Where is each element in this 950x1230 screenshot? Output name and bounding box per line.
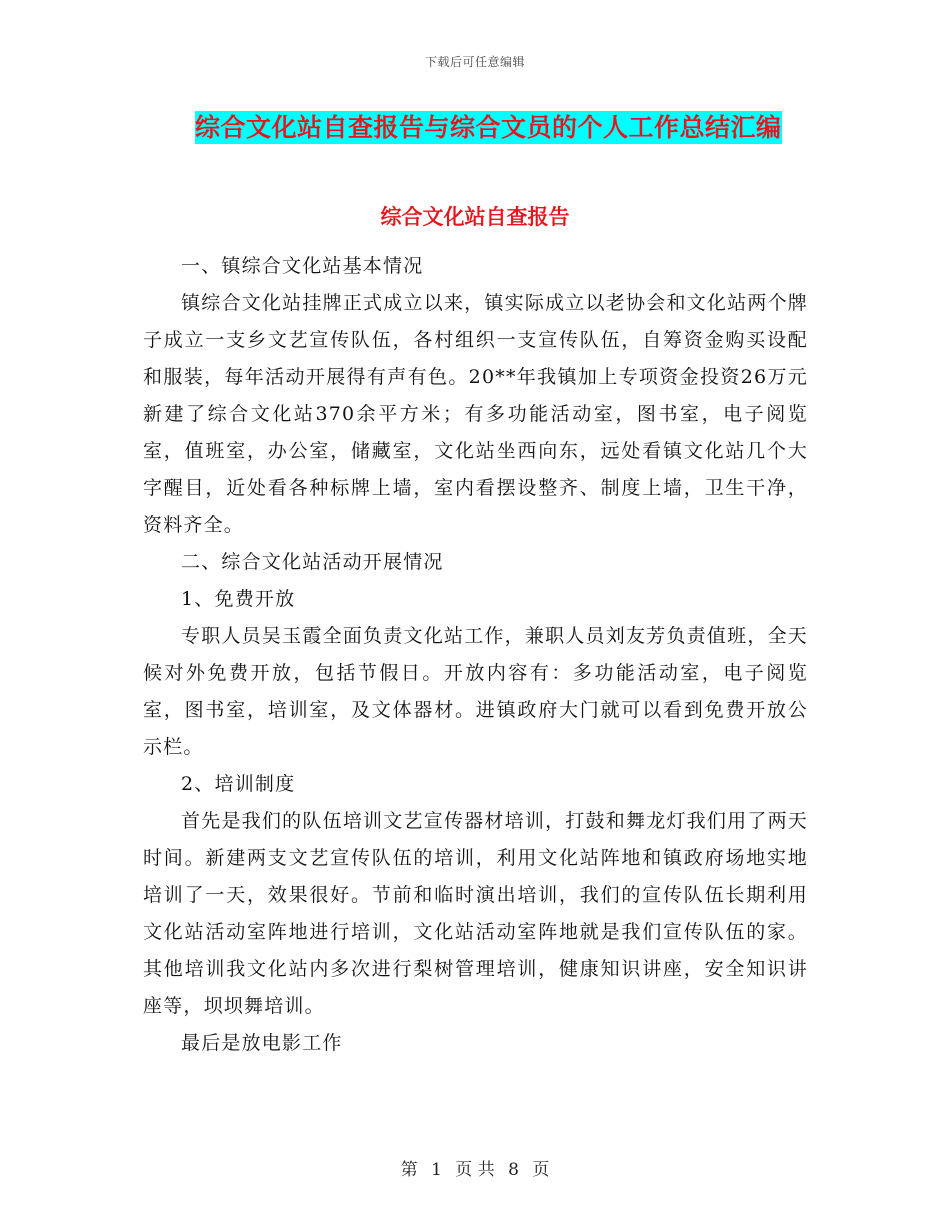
page-suffix: 页 [532,1160,550,1180]
paragraph-training: 首先是我们的队伍培训文艺宣传器材培训，打鼓和舞龙灯我们用了两天时间。新建两支文艺宣传队伍的培训，利用文化站阵地和镇政府场地实地培训了一天，效果很好。节前和临时演出培训，我们的宣传队伍长期利用文化站活动室阵地进行培训，文化站活动室阵地就是我们宣传队伍的家。其他培训我文化站内多次进行梨树管理培训，健康知识讲座，安全知识讲座等，坝坝舞培训。 [143,810,808,1017]
heading-activities: 二、综合文化站活动开展情况 [181,551,444,573]
document-title-block [195,111,782,145]
paragraph-film-work: 最后是放电影工作 [181,1032,343,1054]
subheading-training: 2、培训制度 [181,773,296,795]
subheading-free-open: 1、免费开放 [181,588,296,610]
page-prefix: 第 [400,1160,418,1180]
paragraph-free-open: 专职人员吴玉霞全面负责文化站工作，兼职人员刘友芳负责值班，全天候对外免费开放，包括节假日。开放内容有：多功能活动室，电子阅览室，图书室，培训室，及文体器材。进镇政府大门就可以看到免费开放公示栏。 [143,625,808,758]
document-body [143,248,808,1062]
document-title: 综合文化站自查报告与综合文员的个人工作总结汇编 [195,113,782,142]
page-total: 8 [508,1160,519,1180]
section-title: 综合文化站自查报告 [380,205,570,229]
page-current: 1 [431,1160,442,1180]
page-mid: 页 共 [455,1160,495,1180]
header-note: 下载后可任意编辑 [424,55,525,69]
paragraph-basic-info: 镇综合文化站挂牌正式成立以来，镇实际成立以老协会和文化站两个牌子成立一支乡文艺宣传队伍，各村组织一支宣传队伍，自筹资金购买设配和服装，每年活动开展得有声有色。20**年我镇加上专项资金投资26万元新建了综合文化站370余平方米；有多功能活动室，图书室，电子阅览室，值班室，办公室，储藏室，文化站坐西向东，远处看镇文化站几个大字醒目，近处看各种标牌上墙，室内看摆设整齐、制度上墙，卫生干净，资料齐全。 [143,292,808,536]
page-footer [0,1155,950,1180]
heading-basic-info: 一、镇综合文化站基本情况 [181,255,424,277]
